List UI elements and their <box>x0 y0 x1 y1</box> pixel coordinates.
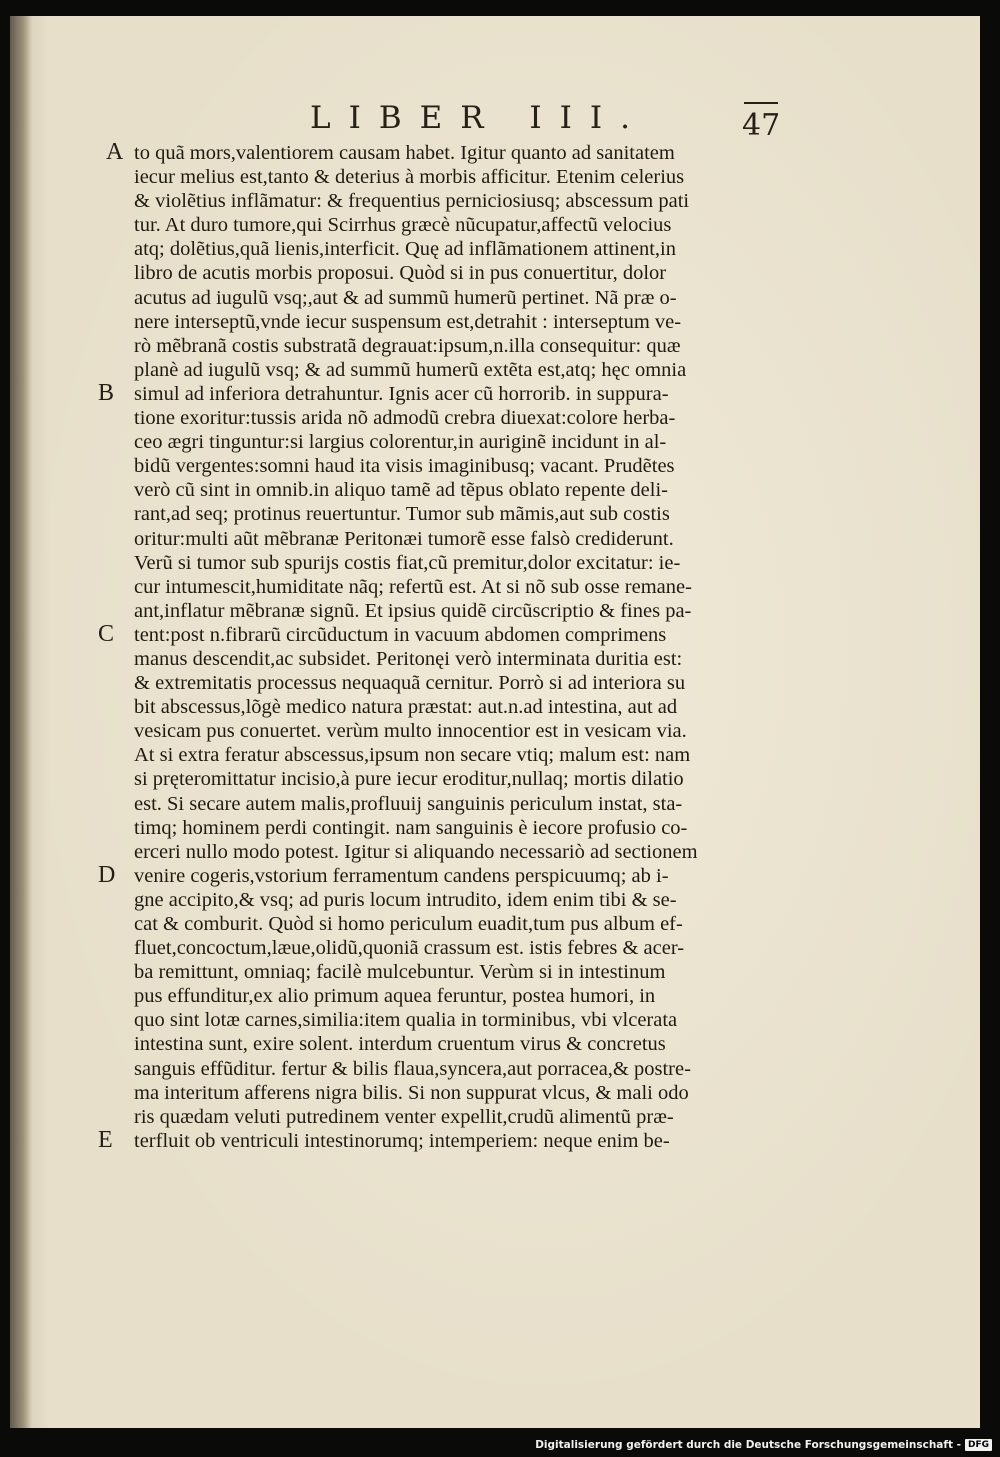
text-line: intestina sunt, exire solent. interdum cruentum virus & concretus <box>134 1033 666 1056</box>
dfg-logo: DFG <box>965 1439 992 1451</box>
text-line: pus effunditur,ex alio primum aquea feruntur, postea humori, in <box>134 985 656 1008</box>
text-line: vesicam pus conuertet. verùm multo innocentior est in vesicam via. <box>134 720 687 743</box>
text-line: bidũ vergentes:somni haud ita visis imaginibusq; vacant. Prudẽtes <box>134 455 675 478</box>
text-line: ant,inflatur mẽbranæ signũ. Et ipsius quidẽ circũscriptio & fines pa- <box>134 599 692 622</box>
margin-marker-d: D <box>98 862 116 888</box>
text-line: rò mẽbranã costis substratã degrauat:ipsum,n.illa consequitur: quæ <box>134 334 681 357</box>
page-number: 47 <box>742 108 781 143</box>
text-line: atq; dolẽtius,quã lienis,interficit. Quę ad inflãmationem attinent,in <box>134 238 676 261</box>
text-line: oritur:multi aũt mẽbranæ Peritonæi tumorẽ esse falsò crediderunt. <box>134 527 674 550</box>
text-line: fluet,concoctum,læue,olidũ,quoniã crassum est. istis febres & acer- <box>134 937 685 960</box>
text-line: gne accipito,& vsq; ad puris locum intrudito, idem enim tibi & se- <box>134 888 677 911</box>
text-line: cat & comburit. Quòd si homo periculum euadit,tum pus album ef- <box>134 913 683 935</box>
text-line: tur. At duro tumore,qui Scirrhus græcè nũcupatur,affectũ velocius <box>134 214 672 237</box>
text-line: terfluit ob ventriculi intestinorumq; intemperiem: neque enim be- <box>134 1129 670 1152</box>
text-line: At si extra feratur abscessus,ipsum non secare vtiq; malum est: nam <box>134 744 691 767</box>
text-line: venire cogeris,vstorium ferramentum candens perspicuumq; ab i- <box>134 864 669 887</box>
text-line: manus descendit,ac subsidet. Peritonęi verò interminata duritia est: <box>134 647 683 670</box>
text-line: si pręteromittatur incisio,à pure iecur eroditur,nullaq; mortis dilatio <box>134 768 684 791</box>
margin-marker-c: C <box>98 621 115 647</box>
text-line: ma interitum afferens nigra bilis. Si non suppurat vlcus, & mali odo <box>134 1081 689 1104</box>
text-line: cur intumescit,humiditate nãq; refertũ est. At si nõ sub osse remane- <box>134 575 692 598</box>
text-line: ceo ægri tinguntur:si largius colorentur,in auriginẽ incidunt in al- <box>134 431 667 454</box>
margin-marker-e: E <box>98 1127 113 1154</box>
text-line: & violẽtius inflãmatur: & frequentius perniciosiusq; abscessum pati <box>134 190 690 213</box>
text-line: to quã mors,valentiorem causam habet. Igitur quanto ad sanitatem <box>134 142 675 164</box>
text-line: Verũ si tumor sub spurijs costis fiat,cũ premitur,dolor excitatur: ie- <box>134 551 681 574</box>
text-line: est. Si secare autem malis,profluuij sanguinis periculum instat, sta- <box>134 792 683 815</box>
running-title: LIBER III. <box>310 100 649 136</box>
text-line: simul ad inferiora detrahuntur. Ignis acer cũ horrorib. in suppura- <box>134 382 669 405</box>
body-text <box>134 141 794 1153</box>
text-line: tione exoritur:tussis arida nõ admodũ crebra diuexat:colore herba- <box>134 407 676 430</box>
text-line: sanguis effũditur. fertur & bilis flaua,syncera,aut porracea,& postre- <box>134 1057 691 1080</box>
credit-text: Digitalisierung gefördert durch die Deutsche Forschungsgemeinschaft - <box>535 1439 961 1451</box>
text-line: nere interseptũ,vnde iecur suspensum est,detrahit : interseptum ve- <box>134 310 682 333</box>
text-line: & extremitatis processus nequaquã cernitur. Porrò si ad interiora su <box>134 672 686 695</box>
text-line: iecur melius est,tanto & deterius à morbis afficitur. Etenim celerius <box>134 166 685 189</box>
text-line: erceri nullo modo potest. Igitur si aliquando necessariò ad sectionem <box>134 840 698 863</box>
text-line: verò cũ sint in omnib.in aliquo tamẽ ad tẽpus oblato repente deli- <box>134 479 669 502</box>
margin-marker-a: A <box>106 139 124 165</box>
text-line: ris quædam veluti putredinem venter expellit,crudũ alimentũ præ- <box>134 1105 674 1128</box>
text-line: timq; hominem perdi contingit. nam sanguinis è iecore profusio co- <box>134 816 688 839</box>
text-line: planè ad iugulũ vsq; & ad summũ humerũ extẽta est,atq; hęc omnia <box>134 358 687 381</box>
text-line: quo sint lotæ carnes,similia:item qualia in torminibus, vbi vlcerata <box>134 1009 678 1032</box>
margin-marker-b: B <box>98 380 115 406</box>
page-gutter-shadow <box>10 16 32 1428</box>
text-line: libro de acutis morbis proposui. Quòd si in pus conuertitur, dolor <box>134 262 667 285</box>
text-line: acutus ad iugulũ vsq;,aut & ad summũ humerũ pertinet. Nã præ o- <box>134 286 677 309</box>
text-line: bit abscessus,lõgè medico natura præstat: aut.n.ad intestina, aut ad <box>134 696 678 719</box>
digitization-credit <box>535 1439 992 1451</box>
text-line: rant,ad seq; protinus reuertuntur. Tumor sub mãmis,aut sub costis <box>134 503 670 526</box>
text-line: tent:post n.fibrarũ circũductum in vacuum abdomen comprimens <box>134 623 667 646</box>
text-line: ba remittunt, omniaq; facilè mulcebuntur. Verùm si in intestinum <box>134 961 666 984</box>
